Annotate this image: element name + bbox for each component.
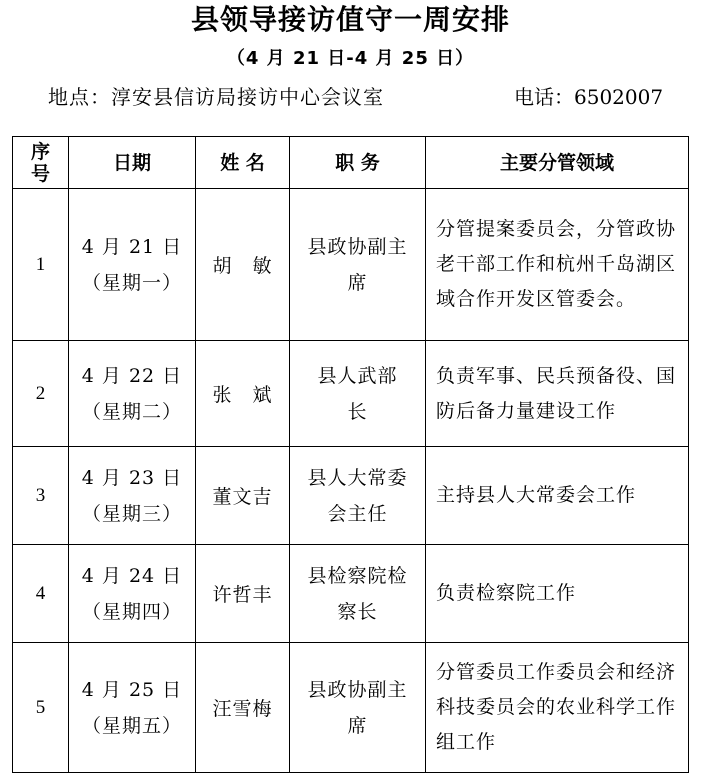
row-position: 县人武部长 — [290, 341, 426, 447]
page-title: 县领导接访值守一周安排 — [190, 3, 510, 36]
row-date: 4 月 22 日 — [81, 364, 183, 387]
header-no: 序号 — [13, 137, 69, 189]
row-date-cell — [69, 643, 196, 773]
row-weekday: （星期三） — [81, 502, 182, 525]
row-number: 1 — [13, 189, 69, 341]
row-domain: 分管委员工作委员会和经济科技委员会的农业科学工作组工作 — [426, 643, 689, 773]
row-name: 汪雪梅 — [196, 643, 290, 773]
row-position: 县检察院检察长 — [290, 545, 426, 643]
row-domain: 分管提案委员会，分管政协老干部工作和杭州千岛湖区域合作开发区管委会。 — [426, 189, 689, 341]
header-position: 职 务 — [290, 137, 426, 189]
row-date-cell — [69, 341, 196, 447]
row-number: 2 — [13, 341, 69, 447]
row-date-cell — [69, 189, 196, 341]
row-date: 4 月 25 日 — [81, 678, 183, 701]
table-header-row — [13, 137, 689, 189]
row-number: 5 — [13, 643, 69, 773]
row-weekday: （星期一） — [81, 271, 182, 294]
row-weekday: （星期二） — [81, 400, 182, 423]
table-row — [13, 545, 689, 643]
row-name: 许哲丰 — [196, 545, 290, 643]
row-weekday: （星期四） — [81, 600, 182, 623]
table-row — [13, 341, 689, 447]
row-number: 3 — [13, 447, 69, 545]
row-domain: 负责军事、民兵预备役、国防后备力量建设工作 — [426, 341, 689, 447]
row-domain: 负责检察院工作 — [426, 545, 689, 643]
row-position: 县政协副主席 — [290, 189, 426, 341]
row-date: 4 月 24 日 — [81, 564, 183, 587]
row-name: 胡 敏 — [196, 189, 290, 341]
row-date: 4 月 21 日 — [81, 235, 183, 258]
table-row — [13, 189, 689, 341]
row-date-cell — [69, 447, 196, 545]
row-name: 张 斌 — [196, 341, 290, 447]
row-date-cell — [69, 545, 196, 643]
row-domain: 主持县人大常委会工作 — [426, 447, 689, 545]
header-domain: 主要分管领域 — [426, 137, 689, 189]
row-name: 董文吉 — [196, 447, 290, 545]
row-weekday: （星期五） — [81, 714, 182, 737]
table-row — [13, 643, 689, 773]
header-name: 姓 名 — [196, 137, 290, 189]
schedule-table — [12, 136, 689, 773]
row-position: 县政协副主席 — [290, 643, 426, 773]
phone-text: 电话：6502007 — [514, 85, 664, 109]
location-text: 地点：淳安县信访局接访中心会议室 — [48, 85, 384, 109]
date-range-subtitle: （4 月 21 日-4 月 25 日） — [226, 48, 475, 69]
table-row — [13, 447, 689, 545]
header-date: 日期 — [69, 137, 196, 189]
row-position: 县人大常委会主任 — [290, 447, 426, 545]
row-date: 4 月 23 日 — [81, 466, 183, 489]
row-number: 4 — [13, 545, 69, 643]
